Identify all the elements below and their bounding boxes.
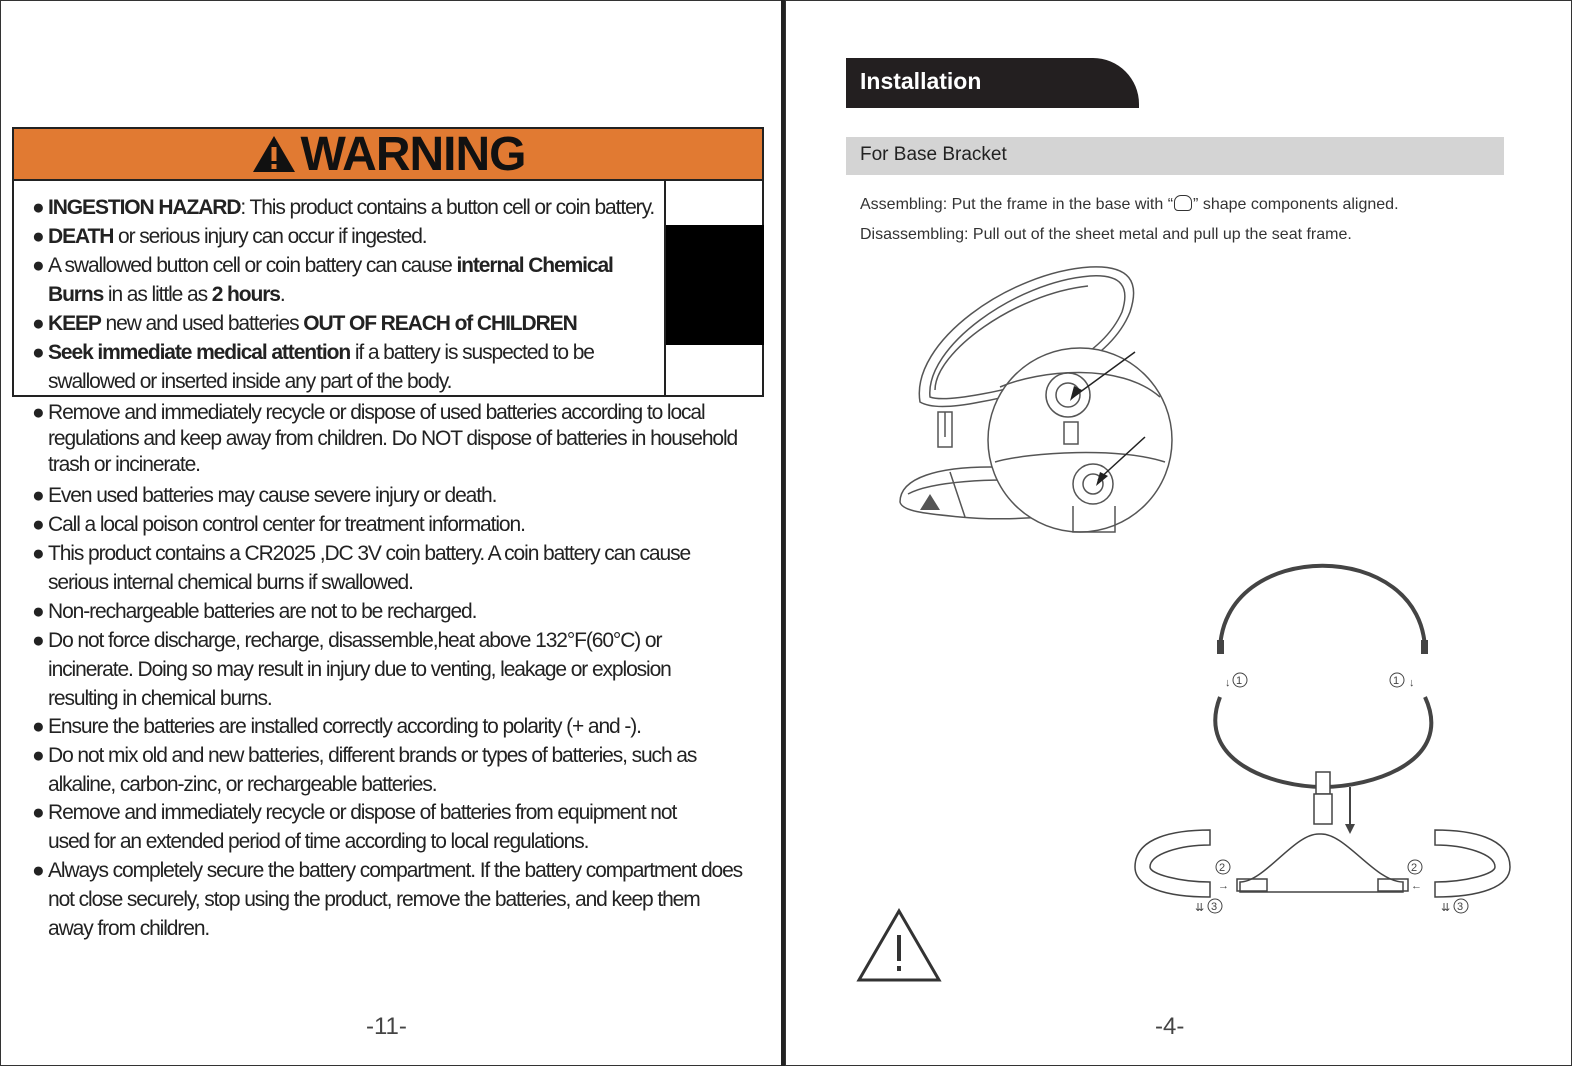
base-exploded-illustration (1125, 562, 1520, 927)
caution-triangle-icon (856, 908, 942, 984)
battery-bullet: ● Always completely secure the battery compartment. If the battery compartment does not close securely, stop using the product, remove the batteries, and keep them away from children. (32, 859, 743, 940)
seat-frame-illustration (890, 262, 1190, 542)
step-label: 3 (1457, 901, 1464, 913)
section-title: Installation (846, 58, 1139, 108)
svg-text:→: → (1218, 880, 1229, 892)
battery-bullet: ● Remove and immediately recycle or dispose of used batteries according to local regulations and keep away from children. Do NOT dispose of batteries in household trash or incinerate. (32, 401, 738, 476)
warning-item: ● A swallowed button cell or coin battery can cause internal Chemical Burns in as little as 2 hours. (32, 254, 613, 306)
assembling-instruction: Assembling: Put the frame in the base with “ ” shape components aligned. (860, 196, 1399, 213)
svg-text:←: ← (1411, 880, 1422, 892)
battery-bullet: ● Ensure the batteries are installed correctly according to polarity (+ and -). (32, 715, 641, 738)
svg-text:↓: ↓ (1409, 677, 1415, 689)
battery-bullet: ● This product contains a CR2025 ,DC 3V coin battery. A coin battery can cause serious internal chemical burns if swallowed. (32, 542, 691, 594)
page-number-left: -11- (366, 1013, 407, 1040)
step-label: 2 (1411, 862, 1418, 874)
battery-bullet: ● Call a local poison control center for treatment information. (32, 513, 525, 536)
step-label: 2 (1219, 862, 1226, 874)
warning-header (14, 129, 762, 181)
svg-text:↓: ↓ (1225, 677, 1231, 689)
svg-text:⇊: ⇊ (1441, 902, 1451, 914)
step-label: 1 (1393, 675, 1400, 687)
battery-bullet: ● Do not mix old and new batteries, different brands or types of batteries, such as alkaline, carbon-zinc, or rechargeable batteries. (32, 744, 697, 796)
svg-text:⇊: ⇊ (1195, 902, 1205, 914)
warning-item: ● INGESTION HAZARD: This product contains a button cell or coin battery. (32, 196, 655, 219)
step-label: 1 (1236, 675, 1243, 687)
step-label: 3 (1211, 901, 1218, 913)
page-divider (781, 0, 785, 1066)
warning-triangle-icon (251, 134, 297, 174)
battery-bullet: ● Non-rechargeable batteries are not to be recharged. (32, 600, 477, 623)
subsection-title: For Base Bracket (846, 137, 1504, 175)
warning-item: ● KEEP new and used batteries OUT OF REACH of CHILDREN (32, 312, 577, 335)
battery-bullet: ● Do not force discharge, recharge, disassemble,heat above 132°F(60°C) or incinerate. Doing so may result in injury due to venting, leakage or explosion resulting in chemical burns. (32, 629, 671, 710)
battery-bullet: ● Even used batteries may cause severe injury or death. (32, 484, 497, 507)
warning-title: WARNING (300, 127, 526, 181)
battery-bullet: ● Remove and immediately recycle or dispose of batteries from equipment not used for an extended period of time according to local regulations. (32, 801, 677, 853)
page-number-right: -4- (1155, 1013, 1185, 1040)
warning-side-panel (664, 179, 762, 395)
disassembling-instruction: Disassembling: Pull out of the sheet metal and pull up the seat frame. (860, 226, 1352, 243)
warning-black-block (666, 225, 764, 345)
warning-item: ● DEATH or serious injury can occur if ingested. (32, 225, 427, 248)
warning-item: ● Seek immediate medical attention if a battery is suspected to be swallowed or inserted inside any part of the body. (32, 341, 594, 393)
dome-shape-icon (1174, 195, 1192, 211)
